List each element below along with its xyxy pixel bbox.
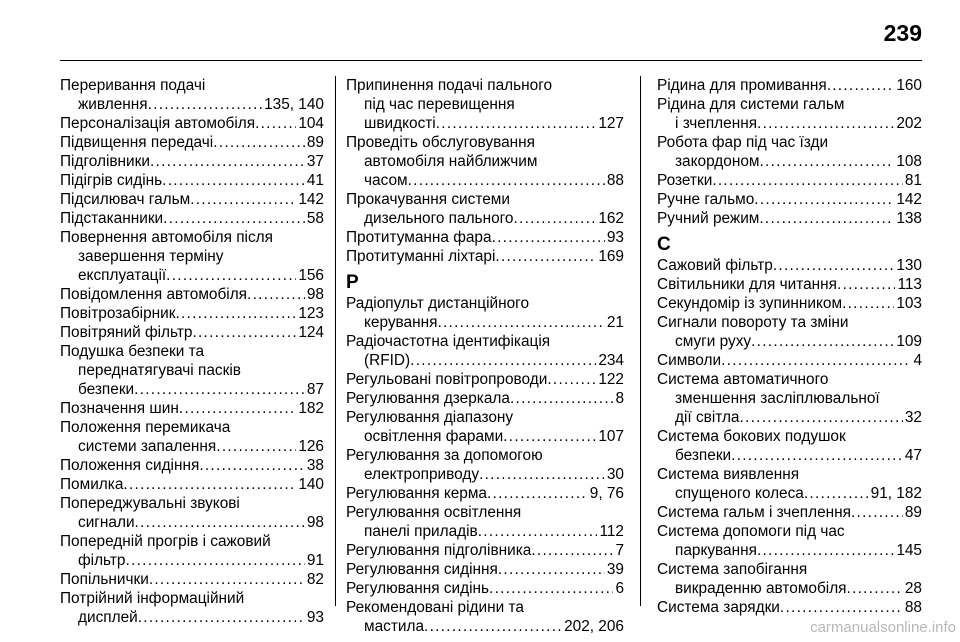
entry-text-line: Підігрів сидінь <box>60 172 163 189</box>
page-reference[interactable]: 47 <box>904 447 922 464</box>
entry-text-line: Розетки <box>657 172 713 189</box>
entry-text-line: мастила <box>364 618 425 635</box>
page-reference[interactable]: 145 <box>896 542 922 559</box>
page-reference[interactable]: 82 <box>306 571 324 588</box>
entry-text-line: Радіочастотна ідентифікація <box>346 333 551 350</box>
entry-text-line: під час перевищення <box>364 96 515 113</box>
index-entry[interactable] <box>60 475 324 494</box>
index-entry[interactable] <box>657 275 922 294</box>
index-entry[interactable] <box>657 190 922 209</box>
page-reference[interactable]: 130 <box>896 257 922 274</box>
page-reference[interactable]: 162 <box>598 210 624 227</box>
entry-text-line: дизельного пального <box>364 210 514 227</box>
index-entry[interactable] <box>60 152 324 171</box>
entry-text-line: дії світла <box>675 409 740 426</box>
column-divider <box>335 76 336 606</box>
index-entry[interactable] <box>60 399 324 418</box>
index-entry[interactable] <box>60 228 324 285</box>
entry-text-line: безпеки <box>675 447 732 464</box>
entry-text-line: Повідомлення автомобіля <box>60 286 248 303</box>
entry-text-line: керування <box>364 314 438 331</box>
entry-text-line: електроприводу <box>364 466 480 483</box>
dot-leader <box>213 133 305 152</box>
page-reference[interactable]: 32 <box>904 409 922 426</box>
entry-text-line: Переривання подачі <box>60 77 206 94</box>
page-reference[interactable]: 107 <box>598 428 624 445</box>
index-entry[interactable] <box>346 247 624 266</box>
entry-text-line: фільтр <box>78 552 126 569</box>
index-entry[interactable] <box>657 171 922 190</box>
page-reference[interactable]: 89 <box>306 134 324 151</box>
entry-text-line: Рідина для системи гальм <box>657 96 845 113</box>
dot-leader <box>199 456 305 475</box>
page-reference[interactable]: 135, 140 <box>264 96 324 113</box>
index-entry[interactable] <box>346 389 624 408</box>
dot-leader <box>410 351 596 370</box>
dot-leader <box>479 465 605 484</box>
page-reference[interactable]: 202, 206 <box>564 618 624 635</box>
entry-text-line: Робота фар під час їзди <box>657 134 829 151</box>
index-entry[interactable] <box>60 494 324 532</box>
dot-leader <box>759 152 894 171</box>
entry-text-line: Попереджувальні звукові <box>60 495 240 512</box>
page-reference[interactable]: 123 <box>298 305 324 322</box>
index-entry[interactable] <box>657 256 922 275</box>
dot-leader <box>751 332 894 351</box>
dot-leader <box>166 266 296 285</box>
entry-text-line: швидкості <box>364 115 436 132</box>
entry-text-line: Персоналізація автомобіля <box>60 115 256 132</box>
entry-text-line: Припинення подачі пального <box>346 77 553 94</box>
entry-text-line: сигнали <box>78 514 135 531</box>
page-reference[interactable]: 108 <box>896 153 922 170</box>
entry-text-line: Сигнали повороту та зміни <box>657 314 849 331</box>
page-reference[interactable]: 37 <box>306 153 324 170</box>
dot-leader <box>408 171 605 190</box>
entry-text-line: Система допомоги під час <box>657 523 845 540</box>
page-reference[interactable]: 98 <box>306 514 324 531</box>
index-entry[interactable] <box>60 456 324 475</box>
entry-text-line: Регулювання сидіння <box>346 561 498 578</box>
index-entry[interactable] <box>60 285 324 304</box>
entry-text-line: живлення <box>78 96 148 113</box>
dot-leader <box>123 475 296 494</box>
dot-leader <box>424 617 562 636</box>
index-entry[interactable] <box>346 294 624 332</box>
dot-leader <box>192 323 296 342</box>
entry-text-line: Символи <box>657 352 722 369</box>
index-entry[interactable] <box>60 304 324 323</box>
dot-leader <box>436 114 597 133</box>
entry-text-line: безпеки <box>78 381 135 398</box>
page-reference[interactable]: 81 <box>904 172 922 189</box>
dot-leader <box>190 190 296 209</box>
dot-leader <box>547 370 596 389</box>
page-reference[interactable]: 89 <box>904 504 922 521</box>
index-column-3 <box>657 76 922 617</box>
dot-leader <box>510 389 613 408</box>
entry-text-line: Регульовані повітропроводи <box>346 371 548 388</box>
index-entry[interactable] <box>346 446 624 484</box>
entry-text-line: Протитуманна фара <box>346 229 492 246</box>
entry-text-line: Система виявлення <box>657 466 800 483</box>
entry-text-line: Проведіть обслуговування <box>346 134 535 151</box>
header-rule <box>60 60 922 61</box>
entry-text-line: викраденню автомобіля <box>675 580 847 597</box>
index-entry[interactable] <box>346 76 624 133</box>
page-reference[interactable]: 142 <box>298 191 324 208</box>
dot-leader <box>773 256 894 275</box>
page-reference[interactable]: 21 <box>606 314 624 331</box>
dot-leader <box>827 76 895 95</box>
index-entry[interactable] <box>60 418 324 456</box>
watermark: carmanualsonline.info <box>810 619 956 636</box>
dot-leader <box>437 313 604 332</box>
page-reference[interactable]: 104 <box>298 115 324 132</box>
entry-text-line: Попередній прогрів і сажовий <box>60 533 271 550</box>
dot-leader <box>255 114 296 133</box>
index-entry[interactable] <box>657 560 922 598</box>
dot-leader <box>531 541 613 560</box>
index-entry[interactable] <box>60 532 324 570</box>
dot-leader <box>712 171 903 190</box>
index-entry[interactable] <box>60 171 324 190</box>
entry-text-line: паркування <box>675 542 757 559</box>
entry-text-line: Положення сидіння <box>60 457 200 474</box>
dot-leader <box>216 437 296 456</box>
page-reference[interactable]: 8 <box>615 390 624 407</box>
index-column-1 <box>60 76 324 627</box>
index-entry[interactable] <box>60 209 324 228</box>
dot-leader <box>134 380 305 399</box>
entry-text-line: закордоном <box>675 153 760 170</box>
dot-leader <box>780 598 903 617</box>
dot-leader <box>487 484 588 503</box>
entry-text-line: Помилка <box>60 476 124 493</box>
dot-leader <box>489 579 613 598</box>
index-entry[interactable] <box>60 76 324 114</box>
index-entry[interactable] <box>657 313 922 351</box>
entry-text-line: Підсилювач гальм <box>60 191 191 208</box>
page-reference[interactable]: 138 <box>896 210 922 227</box>
column-divider <box>640 76 641 606</box>
page-reference[interactable]: 182 <box>298 400 324 417</box>
index-entry[interactable] <box>60 323 324 342</box>
index-entry[interactable] <box>657 209 922 228</box>
entry-text-line: системи запалення <box>78 438 217 455</box>
entry-text-line: Регулювання освітлення <box>346 504 522 521</box>
index-entry[interactable] <box>60 342 324 399</box>
entry-text-line: і зчеплення <box>675 115 758 132</box>
entry-text-line: Система бокових подушок <box>657 428 846 445</box>
page-reference[interactable]: 41 <box>306 172 324 189</box>
dot-leader <box>740 408 903 427</box>
dot-leader <box>503 427 596 446</box>
entry-text-line: Рекомендовані рідини та <box>346 599 524 616</box>
entry-text-line: Повітрозабірник <box>60 305 176 322</box>
entry-text-line: Регулювання діапазону <box>346 409 514 426</box>
index-entry[interactable] <box>346 190 624 228</box>
index-column-2 <box>346 76 624 636</box>
entry-text-line: Світильники для читання <box>657 276 838 293</box>
dot-leader <box>842 294 894 313</box>
page-reference[interactable]: 93 <box>306 609 324 626</box>
index-entry[interactable] <box>60 190 324 209</box>
index-entry[interactable] <box>346 598 624 636</box>
index-entry[interactable] <box>346 541 624 560</box>
index-entry[interactable] <box>346 484 624 503</box>
index-entry[interactable] <box>346 503 624 541</box>
entry-text-line: Регулювання дзеркала <box>346 390 510 407</box>
page-reference[interactable]: 140 <box>298 476 324 493</box>
index-entry[interactable] <box>346 560 624 579</box>
dot-leader <box>175 304 296 323</box>
index-entry[interactable] <box>346 579 624 598</box>
index-entry[interactable] <box>657 294 922 313</box>
index-entry[interactable] <box>346 332 624 370</box>
index-entry[interactable] <box>346 408 624 446</box>
index-entry[interactable] <box>346 133 624 190</box>
entry-text-line: дисплей <box>78 609 138 626</box>
index-letter-heading: Р <box>346 272 359 293</box>
page-reference[interactable]: 156 <box>298 267 324 284</box>
index-entry[interactable] <box>657 351 922 370</box>
page-reference[interactable]: 7 <box>615 542 624 559</box>
index-entry[interactable] <box>657 522 922 560</box>
index-letter-heading: С <box>657 234 671 255</box>
page-number: 239 <box>883 20 922 46</box>
page-reference[interactable]: 122 <box>598 371 624 388</box>
entry-text-line: (RFID) <box>364 352 411 369</box>
index-entry[interactable] <box>657 598 922 617</box>
entry-text-line: Система зарядки <box>657 599 780 616</box>
page-reference[interactable]: 30 <box>606 466 624 483</box>
page-reference[interactable]: 234 <box>598 352 624 369</box>
dot-leader <box>721 351 911 370</box>
page-reference[interactable]: 98 <box>306 286 324 303</box>
page-reference[interactable]: 142 <box>896 191 922 208</box>
entry-text-line: Регулювання сидінь <box>346 580 490 597</box>
entry-text-line: Радіопульт дистанційного <box>346 295 530 312</box>
entry-text-line: спущеного колеса <box>675 485 804 502</box>
index-entry[interactable] <box>657 503 922 522</box>
index-entry[interactable] <box>657 370 922 427</box>
entry-text-line: смуги руху <box>675 333 752 350</box>
index-entry[interactable] <box>657 427 922 465</box>
page-reference[interactable]: 160 <box>896 77 922 94</box>
entry-text-line: Подушка безпеки та <box>60 343 205 360</box>
page-reference[interactable]: 126 <box>298 438 324 455</box>
dot-leader <box>804 484 869 503</box>
entry-text-line: Регулювання керма <box>346 485 487 502</box>
entry-text-line: Позначення шин <box>60 400 179 417</box>
index-entry[interactable] <box>657 133 922 171</box>
page-reference[interactable]: 39 <box>606 561 624 578</box>
dot-leader <box>138 608 305 627</box>
entry-text-line: Прокачування системи <box>346 191 510 208</box>
entry-text-line: Ручний режим <box>657 210 760 227</box>
dot-leader <box>757 541 894 560</box>
index-entry[interactable] <box>657 465 922 503</box>
page-reference[interactable]: 91, 182 <box>870 485 922 502</box>
dot-leader <box>247 285 305 304</box>
dot-leader <box>150 152 305 171</box>
entry-text-line: часом <box>364 172 408 189</box>
page-reference[interactable]: 88 <box>606 172 624 189</box>
entry-text-line: Потрійний інформаційний <box>60 590 245 607</box>
dot-leader <box>148 95 262 114</box>
dot-leader <box>163 209 305 228</box>
dot-leader <box>478 522 598 541</box>
entry-text-line: експлуатації <box>78 267 167 284</box>
entry-text-line: Секундомір із зупинником <box>657 295 843 312</box>
dot-leader <box>495 247 596 266</box>
page-reference[interactable]: 202 <box>896 115 922 132</box>
dot-leader <box>754 190 894 209</box>
page-reference[interactable]: 88 <box>904 599 922 616</box>
index-entry[interactable] <box>60 114 324 133</box>
entry-text-line: Підстаканники <box>60 210 164 227</box>
entry-text-line: Протитуманні ліхтарі <box>346 248 496 265</box>
page-reference[interactable]: 28 <box>904 580 922 597</box>
dot-leader <box>492 228 605 247</box>
dot-leader <box>498 560 605 579</box>
page-reference[interactable]: 113 <box>897 276 922 293</box>
entry-text-line: панелі приладів <box>364 523 478 540</box>
page-reference[interactable]: 93 <box>606 229 624 246</box>
entry-text-line: Система автоматичного <box>657 371 829 388</box>
page-reference[interactable]: 58 <box>306 210 324 227</box>
page-reference[interactable]: 112 <box>599 523 624 540</box>
entry-text-line: переднатягувачі пасків <box>78 362 241 379</box>
entry-text-line: Сажовий фільтр <box>657 257 773 274</box>
page-reference[interactable]: 91 <box>306 552 324 569</box>
entry-text-line: Рідина для промивання <box>657 77 827 94</box>
entry-text-line: автомобіля найближчим <box>364 153 538 170</box>
entry-text-line: Регулювання за допомогою <box>346 447 543 464</box>
entry-text-line: Ручне гальмо <box>657 191 755 208</box>
dot-leader <box>135 513 305 532</box>
entry-text-line: освітлення фарами <box>364 428 504 445</box>
entry-text-line: Регулювання підголівника <box>346 542 532 559</box>
index-entry[interactable] <box>657 95 922 133</box>
page-reference[interactable]: 6 <box>615 580 624 597</box>
entry-text-line: Повітряний фільтр <box>60 324 193 341</box>
page-reference[interactable]: 9, 76 <box>589 485 624 502</box>
entry-text-line: Система гальм і зчеплення <box>657 504 851 521</box>
page-reference[interactable]: 103 <box>896 295 922 312</box>
dot-leader <box>759 209 894 228</box>
entry-text-line: завершення терміну <box>78 248 224 265</box>
dot-leader <box>126 551 305 570</box>
index-entry[interactable] <box>346 228 624 247</box>
entry-text-line: Система запобігання <box>657 561 808 578</box>
dot-leader <box>847 579 903 598</box>
page-reference[interactable]: 4 <box>913 352 922 369</box>
index-entry[interactable] <box>60 589 324 627</box>
page-reference[interactable]: 169 <box>598 248 624 265</box>
page-reference[interactable]: 87 <box>306 381 324 398</box>
entry-text-line: Попільнички <box>60 571 149 588</box>
index-entry[interactable] <box>60 133 324 152</box>
dot-leader <box>731 446 903 465</box>
page-reference[interactable]: 109 <box>896 333 922 350</box>
entry-text-line: Повернення автомобіля після <box>60 229 273 246</box>
dot-leader <box>513 209 596 228</box>
entry-text-line: Положення перемикача <box>60 419 231 436</box>
dot-leader <box>179 399 296 418</box>
entry-text-line: зменшення засліплювальної <box>675 390 880 407</box>
index-entry[interactable] <box>657 76 922 95</box>
dot-leader <box>162 171 305 190</box>
page-reference[interactable]: 38 <box>306 457 324 474</box>
page-reference[interactable]: 124 <box>298 324 324 341</box>
dot-leader <box>851 503 903 522</box>
entry-text-line: Підвищення передачі <box>60 134 214 151</box>
page-reference[interactable]: 127 <box>598 115 624 132</box>
dot-leader <box>757 114 894 133</box>
index-entry[interactable] <box>60 570 324 589</box>
dot-leader <box>837 275 895 294</box>
entry-text-line: Підголівники <box>60 153 150 170</box>
index-entry[interactable] <box>346 370 624 389</box>
dot-leader <box>149 570 305 589</box>
